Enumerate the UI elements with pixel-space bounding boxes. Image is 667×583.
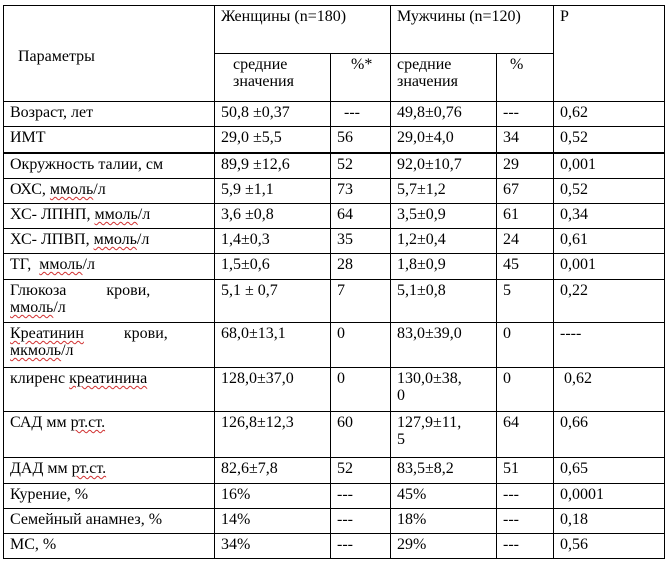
row-men-mean: 1,2±0,4: [391, 229, 497, 254]
header-women: Женщины (n=180): [215, 6, 391, 54]
row-men-pct: ---: [497, 534, 554, 559]
row-men-pct: 5: [497, 280, 554, 323]
men-mean-line1: 130,0±38,: [397, 370, 462, 387]
men-mean-line2: 0: [397, 387, 405, 404]
row-param: [4, 179, 215, 204]
row-param: [4, 229, 215, 254]
row-param: Возраст, лет: [4, 102, 215, 127]
row-param: [4, 280, 215, 323]
men-mean-line1: 127,9±11,: [397, 414, 462, 431]
param-text: ХС- ЛПВП,: [10, 231, 94, 248]
row-men-pct: ---: [497, 102, 554, 127]
row-p: 0,52: [554, 127, 665, 153]
row-p: 0,52: [554, 179, 665, 204]
table-row: [4, 368, 665, 412]
row-men-mean: 83,0±39,0: [391, 323, 497, 368]
param-unit-marked: мкмоль: [10, 342, 62, 359]
param-text: ТГ,: [10, 256, 40, 273]
row-men-mean: 92,0±10,7: [391, 153, 497, 179]
row-women-mean: 34%: [215, 534, 331, 559]
param-unit-marked: рт.ст.: [70, 414, 106, 431]
table-row: [4, 458, 665, 484]
mean-label-line1: средние: [397, 56, 452, 73]
table-row: [4, 102, 665, 127]
table-row: [4, 229, 665, 254]
row-men-mean: 83,5±8,2: [391, 458, 497, 484]
row-women-mean: 16%: [215, 484, 331, 509]
param-unit-marked: ммоль: [39, 256, 83, 273]
row-men-pct: 51: [497, 458, 554, 484]
row-women-mean: 68,0±13,1: [215, 323, 331, 368]
param-text-marked: Креатинин: [10, 325, 84, 342]
param-unit-tail: /л: [61, 342, 74, 359]
row-women-pct: 7: [331, 280, 391, 323]
table-row: [4, 153, 665, 179]
row-women-mean: 82,6±7,8: [215, 458, 331, 484]
row-param: [4, 254, 215, 280]
row-women-pct: ---: [331, 102, 391, 127]
row-p: 0,56: [554, 534, 665, 559]
param-text: клиренс: [10, 370, 70, 387]
header-params: Параметры: [4, 6, 215, 102]
row-women-mean: 50,8 ±0,37: [215, 102, 331, 127]
men-mean-line2: 5: [397, 431, 405, 448]
param-text: ДАД мм: [10, 460, 72, 477]
row-p: 0,66: [554, 412, 665, 458]
row-women-mean: 29,0 ±5,5: [215, 127, 331, 153]
row-param: ИМТ: [4, 127, 215, 153]
row-women-pct: 60: [331, 412, 391, 458]
table-row: [4, 254, 665, 280]
women-pct-header: %*: [331, 54, 391, 102]
women-mean-header: [215, 54, 331, 102]
row-param: Семейный анамнез, %: [4, 509, 215, 534]
row-men-pct: 67: [497, 179, 554, 204]
row-men-mean: 29%: [391, 534, 497, 559]
row-p: 0,62: [554, 368, 665, 412]
row-p: 0,61: [554, 229, 665, 254]
param-text-line1: Глюкоза крови,: [10, 282, 151, 299]
row-women-mean: 1,5±0,6: [215, 254, 331, 280]
row-p: 0,0001: [554, 484, 665, 509]
row-param: [4, 458, 215, 484]
row-men-pct: 24: [497, 229, 554, 254]
row-men-pct: 0: [497, 368, 554, 412]
row-women-pct: 56: [331, 127, 391, 153]
mean-label-line1: средние: [233, 56, 288, 73]
row-param: Курение, %: [4, 484, 215, 509]
row-men-pct: 64: [497, 412, 554, 458]
row-p: 0,34: [554, 204, 665, 229]
row-men-mean: 5,7±1,2: [391, 179, 497, 204]
row-women-pct: 52: [331, 458, 391, 484]
header-row: [4, 6, 665, 54]
table-row: [4, 127, 665, 153]
row-p: 0,62: [554, 102, 665, 127]
param-unit-tail: /л: [137, 206, 151, 223]
header-men-text: Мужчины (n=120): [397, 8, 521, 25]
row-women-mean: 128,0±37,0: [215, 368, 331, 412]
row-p: 0,001: [554, 153, 665, 179]
row-women-mean: 89,9 ±12,6: [215, 153, 331, 179]
row-men-pct: ---: [497, 484, 554, 509]
row-men-pct: 34: [497, 127, 554, 153]
row-men-mean: 18%: [391, 509, 497, 534]
row-women-pct: 0: [331, 323, 391, 368]
param-unit-marked: ммоль: [94, 206, 138, 223]
table-row: [4, 534, 665, 559]
param-unit-marked: ммоль: [10, 299, 54, 316]
row-men-mean: 49,8±0,76: [391, 102, 497, 127]
row-p: 0,65: [554, 458, 665, 484]
row-param: [4, 323, 215, 368]
row-param: [4, 368, 215, 412]
param-unit-marked: рт.ст.: [71, 460, 107, 477]
row-param: [4, 204, 215, 229]
row-women-mean: 126,8±12,3: [215, 412, 331, 458]
row-women-pct: 64: [331, 204, 391, 229]
row-p: ----: [554, 323, 665, 368]
row-women-pct: ---: [331, 534, 391, 559]
men-pct-header: %: [497, 54, 554, 102]
row-women-mean: 5,9 ±1,1: [215, 179, 331, 204]
row-men-mean: 29,0±4,0: [391, 127, 497, 153]
param-unit-tail: /л: [53, 299, 66, 316]
row-param: [4, 412, 215, 458]
row-param: МС, %: [4, 534, 215, 559]
row-women-mean: 5,1 ± 0,7: [215, 280, 331, 323]
men-mean-header: [391, 54, 497, 102]
table-row: [4, 484, 665, 509]
row-param: Окружность талии, см: [4, 153, 215, 179]
param-unit-tail: /л: [82, 256, 95, 273]
row-men-pct: 0: [497, 323, 554, 368]
table-row: [4, 509, 665, 534]
table-row: [4, 323, 665, 368]
row-men-mean: 45%: [391, 484, 497, 509]
param-text-line1: крови,: [83, 325, 168, 342]
param-unit-marked: ммоль: [49, 181, 94, 198]
row-p: 0,001: [554, 254, 665, 280]
row-women-mean: 1,4±0,3: [215, 229, 331, 254]
table-row: [4, 179, 665, 204]
param-text: САД мм: [10, 414, 71, 431]
param-unit-tail: /л: [93, 181, 106, 198]
row-men-mean: [391, 368, 497, 412]
row-men-pct: 45: [497, 254, 554, 280]
table-row: [4, 412, 665, 458]
mean-label-line2: значения: [233, 73, 294, 90]
header-p: P: [554, 6, 665, 102]
row-women-pct: 73: [331, 179, 391, 204]
row-women-pct: ---: [331, 484, 391, 509]
row-men-pct: 61: [497, 204, 554, 229]
table-row: [4, 204, 665, 229]
mean-label-line2: значения: [397, 73, 458, 90]
param-text: ХС- ЛПНП,: [10, 206, 95, 223]
row-women-pct: 28: [331, 254, 391, 280]
row-men-mean: 3,5±0,9: [391, 204, 497, 229]
param-unit-tail: /л: [136, 231, 150, 248]
parameters-table: [3, 5, 665, 559]
table-row: [4, 280, 665, 323]
row-men-mean: 1,8±0,9: [391, 254, 497, 280]
param-unit-marked: ммоль: [93, 231, 137, 248]
row-women-pct: 52: [331, 153, 391, 179]
param-text: ОХС,: [10, 181, 50, 198]
row-women-mean: 14%: [215, 509, 331, 534]
row-men-pct: 29: [497, 153, 554, 179]
header-men: [391, 6, 554, 54]
param-text-marked: креатинина: [69, 370, 148, 387]
row-p: 0,22: [554, 280, 665, 323]
row-men-pct: ---: [497, 509, 554, 534]
row-women-pct: 0: [331, 368, 391, 412]
row-women-pct: 35: [331, 229, 391, 254]
row-men-mean: 5,1±0,8: [391, 280, 497, 323]
row-p: 0,18: [554, 509, 665, 534]
row-women-mean: 3,6 ±0,8: [215, 204, 331, 229]
row-men-mean: [391, 412, 497, 458]
row-women-pct: ---: [331, 509, 391, 534]
